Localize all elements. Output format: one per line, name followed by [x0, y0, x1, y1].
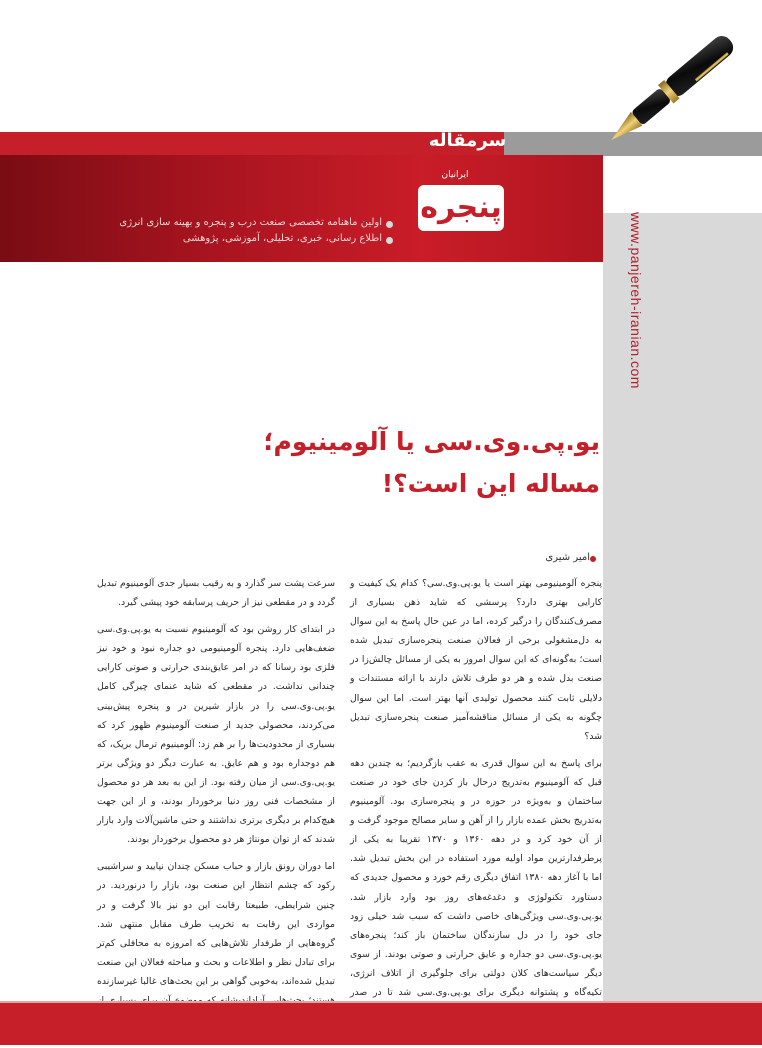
- article-column-left: [97, 574, 335, 1037]
- website-url[interactable]: www.panjereh-iranian.com: [628, 212, 644, 389]
- tagline-bullet-icon: [386, 237, 393, 244]
- article-title-line1: یو.پی.وی.سی یا آلومینیوم؛: [263, 427, 600, 456]
- paragraph: اما دوران رونق بازار و حباب مسکن چندان نپایید و سراشیبی رکود که چشم انتظار این صنعت بود، بازار را درنوردید. در چنین شرایطی، طبیعتا رقابت این دو نیز بالا گرفت و در مواردی این رقابت به تخریب طرف مقابل منتهی شد. گروه‌هایی از طرفدار تلاش‌هایی که امروزه به محافلی کم‌تر برای تبادل نظر و اطلاعات و بحث و مباحثه فعالان این صنعت تبدیل شده‌اند، به‌خوبی گواهی بر این بحث‌های غالبا غیرسازنده: [97, 861, 335, 987]
- footer-bar: [0, 1003, 762, 1045]
- section-tab: سرمقاله: [428, 130, 507, 151]
- paragraph: در ابتدای کار روشن بود که آلومینیوم نسبت به یو.پی.وی.سی ضعف‌هایی دارد. پنجره آلومینیومی دو جداره نبود و خود نیز فلزی بود رسانا که در امر عایق‌بندی حرارتی و صوتی کارایی چندانی نداشت. در مقطعی که شاید عنمای چیرگی کامل یو.پی.وی.سی را در بازار شیرین در و پنجره پیش‌بینی می‌کردند، محصولی جدید از صنعت آلومینیوم ظهور کرد که بسیاری از محدودیت‌ها را بر هم زد: آلومینیوم ترمال بریک، که هم دوجداره بود و هم عایق. به عبارت دیگر دو ویژگی برتر یو.پی.وی.سی از میان رفته بود. از این به بعد هر دو محصول از مشخصات فنی روز دنیا برخوردار بودند، و از این جهت هیچ‌کدام بر دیگری برتری نداشتند و حتی ماشین‌آلات وارد بازار شدند که از توان مونتاژ هر دو محصول برخوردار بودند.: [97, 624, 335, 846]
- header-banner: [0, 155, 603, 262]
- tagline-primary: اولین ماهنامه تخصصی صنعت درب و پنجره و بهینه سازی انرژی: [119, 217, 382, 228]
- paragraph: پنجره آلومینیومی بهتر است یا یو.پی.وی.سی؟ کدام یک کیفیت و کارایی بهتری دارد؟ پرسشی که شاید ذهن بسیاری از مصرف‌کنندگان را درگیر کرده، اما در عین حال پاسخ به این سوال به دل‌مشغولی برخی از فعالان صنعت پنجره‌سازی تبدیل شده است؛ به‌گونه‌ای که این سوال امروز به یکی از مسائل چالش‌زا در صنعت بدل شده و هر دو طرف تلاش دارند با ارائه مستندات و دلایلی ثابت کنند محصول تولیدی آنها بهتر است. اما این سوال چگونه به یکی از مسائل مناقشه‌آمیز صنعت پنجره‌سازی تبدیل شد؟: [350, 578, 602, 742]
- paragraph: برای پاسخ به این سوال قدری به عقب بازگردیم؛ به چندین دهه قبل که آلومینیوم به‌تدریج درحال باز کردن جای خود در صنعت ساختمان و به‌ویژه در حوزه در و پنجره‌سازی بود. آلومینیوم به‌تدریج بخش عمده بازار را از آهن و سایر مصالح موجود گرفت و از آن خود کرد و در دهه ۱۳۶۰ و ۱۳۷۰ تقریبا به یکی از پرطرفدارترین مواد اولیه مورد استفاده در این بخش تبدیل شد. اما با آغاز دهه ۱۳۸۰ اتفاق دیگری رقم خورد و محصول جدیدی که دستاورد تکنولوژی و دغدغه‌های روز بود وارد بازار شد. یو.پی.وی.سی ویژگی‌های خاصی داشت که سبب شد خیلی زود جای خود را در دل سازندگان ساختمان باز کند؛ پنجره‌های یو.پی.وی.سی دو جداره و عایق حرارتی و صوتی بودند. از سوی دیگر سیاست‌های کلان دولتی برای جلوگیری از اتلاف انرژی، تکیه‌گاه و پشتوانه دیگری برای یو.پی.وی.سی شد تا در صدر: [350, 757, 602, 998]
- article-title-line2: مساله این است؟!: [381, 469, 600, 498]
- logo-text: پنجره: [420, 190, 502, 225]
- logo-subtitle: ایرانیان: [441, 170, 469, 180]
- author-bullet-icon: [590, 556, 596, 562]
- tagline-bullet-icon: [386, 221, 393, 228]
- article-column-right: [350, 574, 602, 1048]
- paragraph: سرعت پشت سر گذارد و به رقیب بسیار جدی آلومینیوم تبدیل گردد و در مقطعی نیز از حریف پرسابقه خود پیشی گیرد.: [97, 578, 335, 609]
- author-name: امیر شیری: [545, 552, 590, 563]
- tagline-secondary: اطلاع رسانی، خبری، تحلیلی، آموزشی، پژوهشی: [182, 233, 382, 244]
- fountain-pen-icon: [590, 20, 740, 170]
